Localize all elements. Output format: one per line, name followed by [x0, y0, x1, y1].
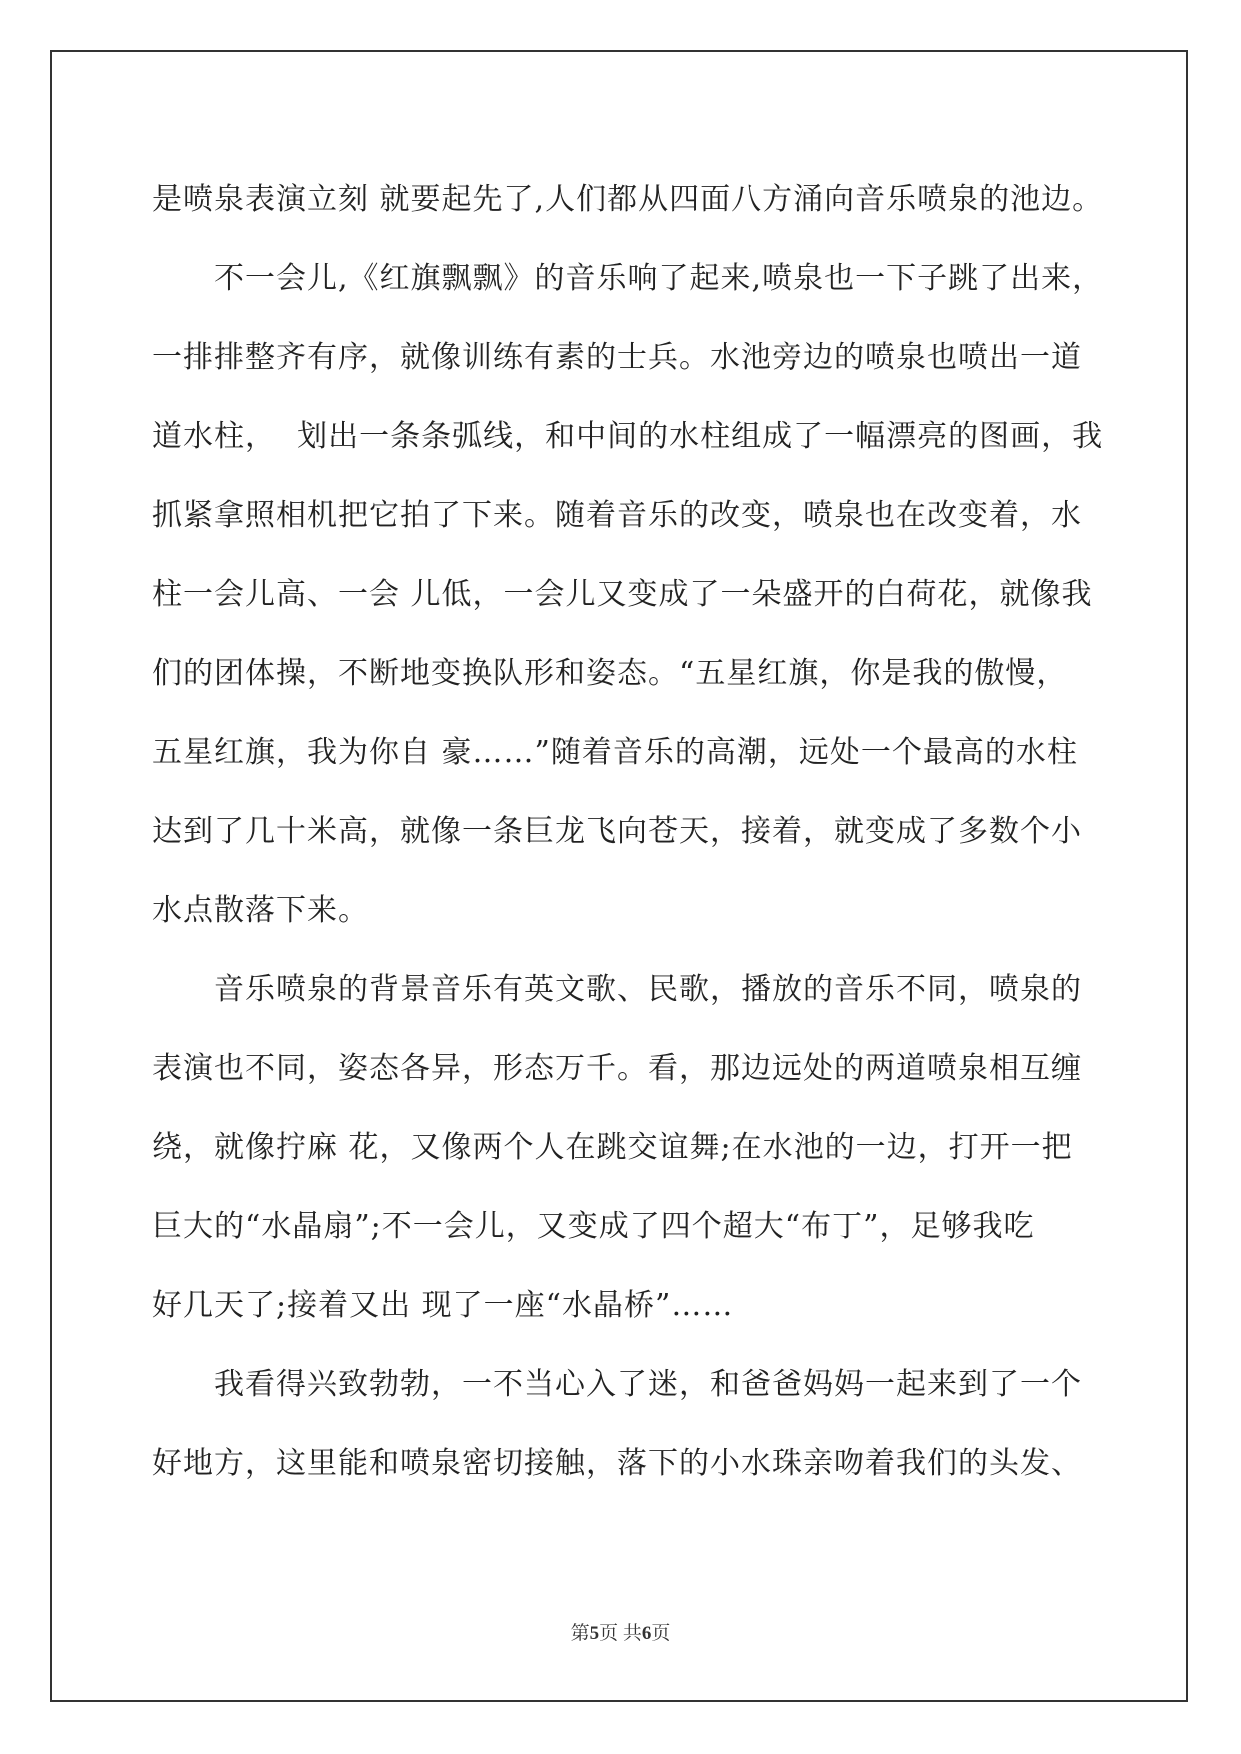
text-line: 是喷泉表演立刻 就要起先了,人们都从四面八方涌向音乐喷泉的池边。: [152, 182, 1104, 217]
text-line: 巨大的“水晶扇”;不一会儿，又变成了四个超大“布丁”，足够我吃: [152, 1209, 1035, 1244]
text-line: 达到了几十米高，就像一条巨龙飞向苍天，接着，就变成了多数个小: [152, 814, 1082, 849]
total-pages-number: 6: [641, 1623, 652, 1644]
text-line: 好几天了;接着又出 现了一座“水晶桥”……: [152, 1288, 734, 1323]
text-line: 一排排整齐有序，就像训练有素的士兵。水池旁边的喷泉也喷出一道: [152, 340, 1082, 375]
text-line: 抓紧拿照相机把它拍了下来。随着音乐的改变，喷泉也在改变着，水: [152, 498, 1082, 533]
text-line: 柱一会儿高、一会 儿低，一会儿又变成了一朵盛开的白荷花，就像我: [152, 577, 1093, 612]
current-page-number: 5: [589, 1623, 600, 1644]
footer-middle: 页 共: [599, 1623, 642, 1644]
text-line: 五星红旗，我为你自 豪……”随着音乐的高潮，远处一个最高的水柱: [152, 735, 1078, 770]
text-line: 道水柱， 划出一条条弧线，和中间的水柱组成了一幅漂亮的图画，我: [152, 419, 1104, 454]
footer-suffix: 页: [651, 1623, 671, 1644]
text-line: 好地方，这里能和喷泉密切接触，落下的小水珠亲吻着我们的头发、: [152, 1446, 1082, 1481]
document-body: [152, 160, 1104, 1503]
paragraph-start-line: 音乐喷泉的背景音乐有英文歌、民歌，播放的音乐不同，喷泉的: [214, 972, 1082, 1007]
text-line: 水点散落下来。: [152, 893, 369, 928]
text-line: 绕，就像拧麻 花，又像两个人在跳交谊舞;在水池的一边，打开一把: [152, 1130, 1073, 1165]
paragraph-start-line: 不一会儿,《红旗飘飘》的音乐响了起来,喷泉也一下子跳了出来，: [214, 261, 1104, 296]
text-line: 表演也不同，姿态各异，形态万千。看，那边远处的两道喷泉相互缠: [152, 1051, 1082, 1086]
text-line: 们的团体操，不断地变换队形和姿态。“五星红旗，你是我的傲慢，: [152, 656, 1068, 691]
page-footer: [0, 1618, 1241, 1645]
paragraph-start-line: 我看得兴致勃勃，一不当心入了迷，和爸爸妈妈一起来到了一个: [214, 1367, 1082, 1402]
footer-prefix: 第: [570, 1623, 590, 1644]
